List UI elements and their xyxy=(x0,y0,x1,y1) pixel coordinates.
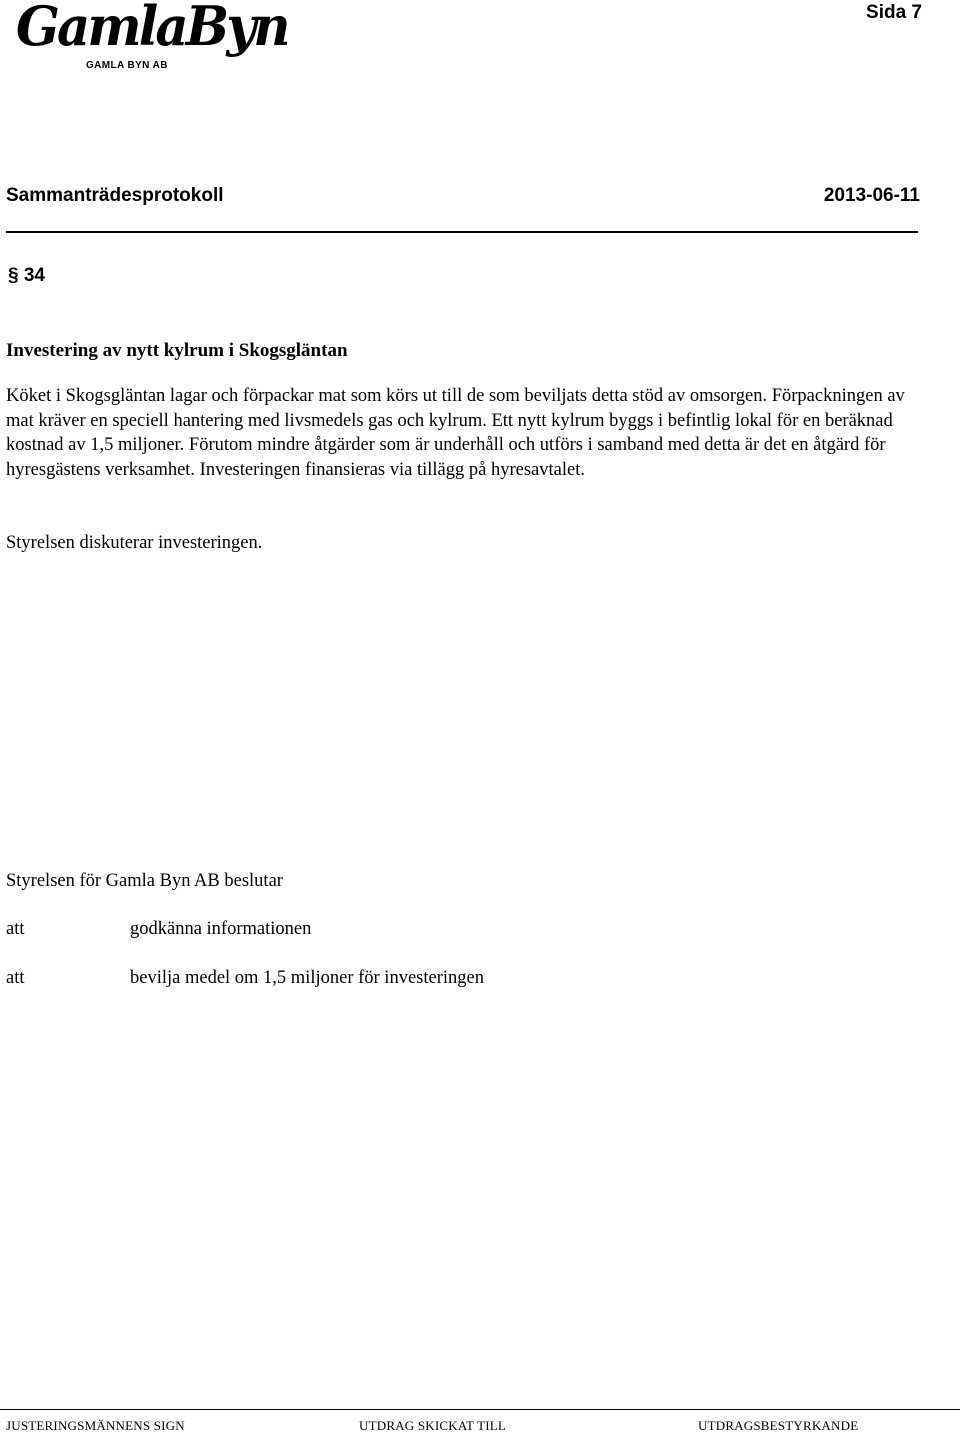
decision-att-label: att xyxy=(6,968,25,988)
decision-intro: Styrelsen för Gamla Byn AB beslutar xyxy=(6,871,283,891)
document-title: Sammanträdesprotokoll xyxy=(6,185,224,206)
footer-divider xyxy=(0,1409,960,1410)
body-text: Köket i Skogsgläntan lagar och förpackar mat som körs ut till de som beviljats detta stöd av omsorgen. Förpackningen av mat kräver en speciell hantering med livsmedels gas och kylrum. Ett nytt kylrum byggs i befintlig lokal för en beräknad kostnad av 1,5 miljoner. Förutom mindre åtgärder som är underhåll och utförs i samband med detta är det en åtgärd för hyresgästens verksamhet. Investeringen finansieras via tillägg på hyresavtalet. xyxy=(6,386,905,480)
paragraph-number: § 34 xyxy=(8,265,45,286)
footer-signature-label: JUSTERINGSMÄNNENS SIGN xyxy=(6,1418,185,1433)
document-date: 2013-06-11 xyxy=(823,185,920,206)
footer-certification-label: UTDRAGSBESTYRKANDE xyxy=(698,1418,859,1433)
company-logo xyxy=(14,0,288,78)
page-number: Sida 7 xyxy=(866,2,922,23)
header-divider xyxy=(6,231,918,233)
decision-item: bevilja medel om 1,5 miljoner för investeringen xyxy=(130,968,484,988)
footer-sent-to-label: UTDRAG SKICKAT TILL xyxy=(359,1418,507,1433)
section-heading: Investering av nytt kylrum i Skogsgläntan xyxy=(6,340,348,361)
decision-item: godkänna informationen xyxy=(130,919,312,939)
logo-subtitle: GAMLA BYN AB xyxy=(86,60,168,71)
logo-script: GamlaByn xyxy=(16,0,288,58)
decision-att-label: att xyxy=(6,919,25,939)
body-paragraph xyxy=(6,384,936,482)
discussion-line: Styrelsen diskuterar investeringen. xyxy=(6,533,263,553)
